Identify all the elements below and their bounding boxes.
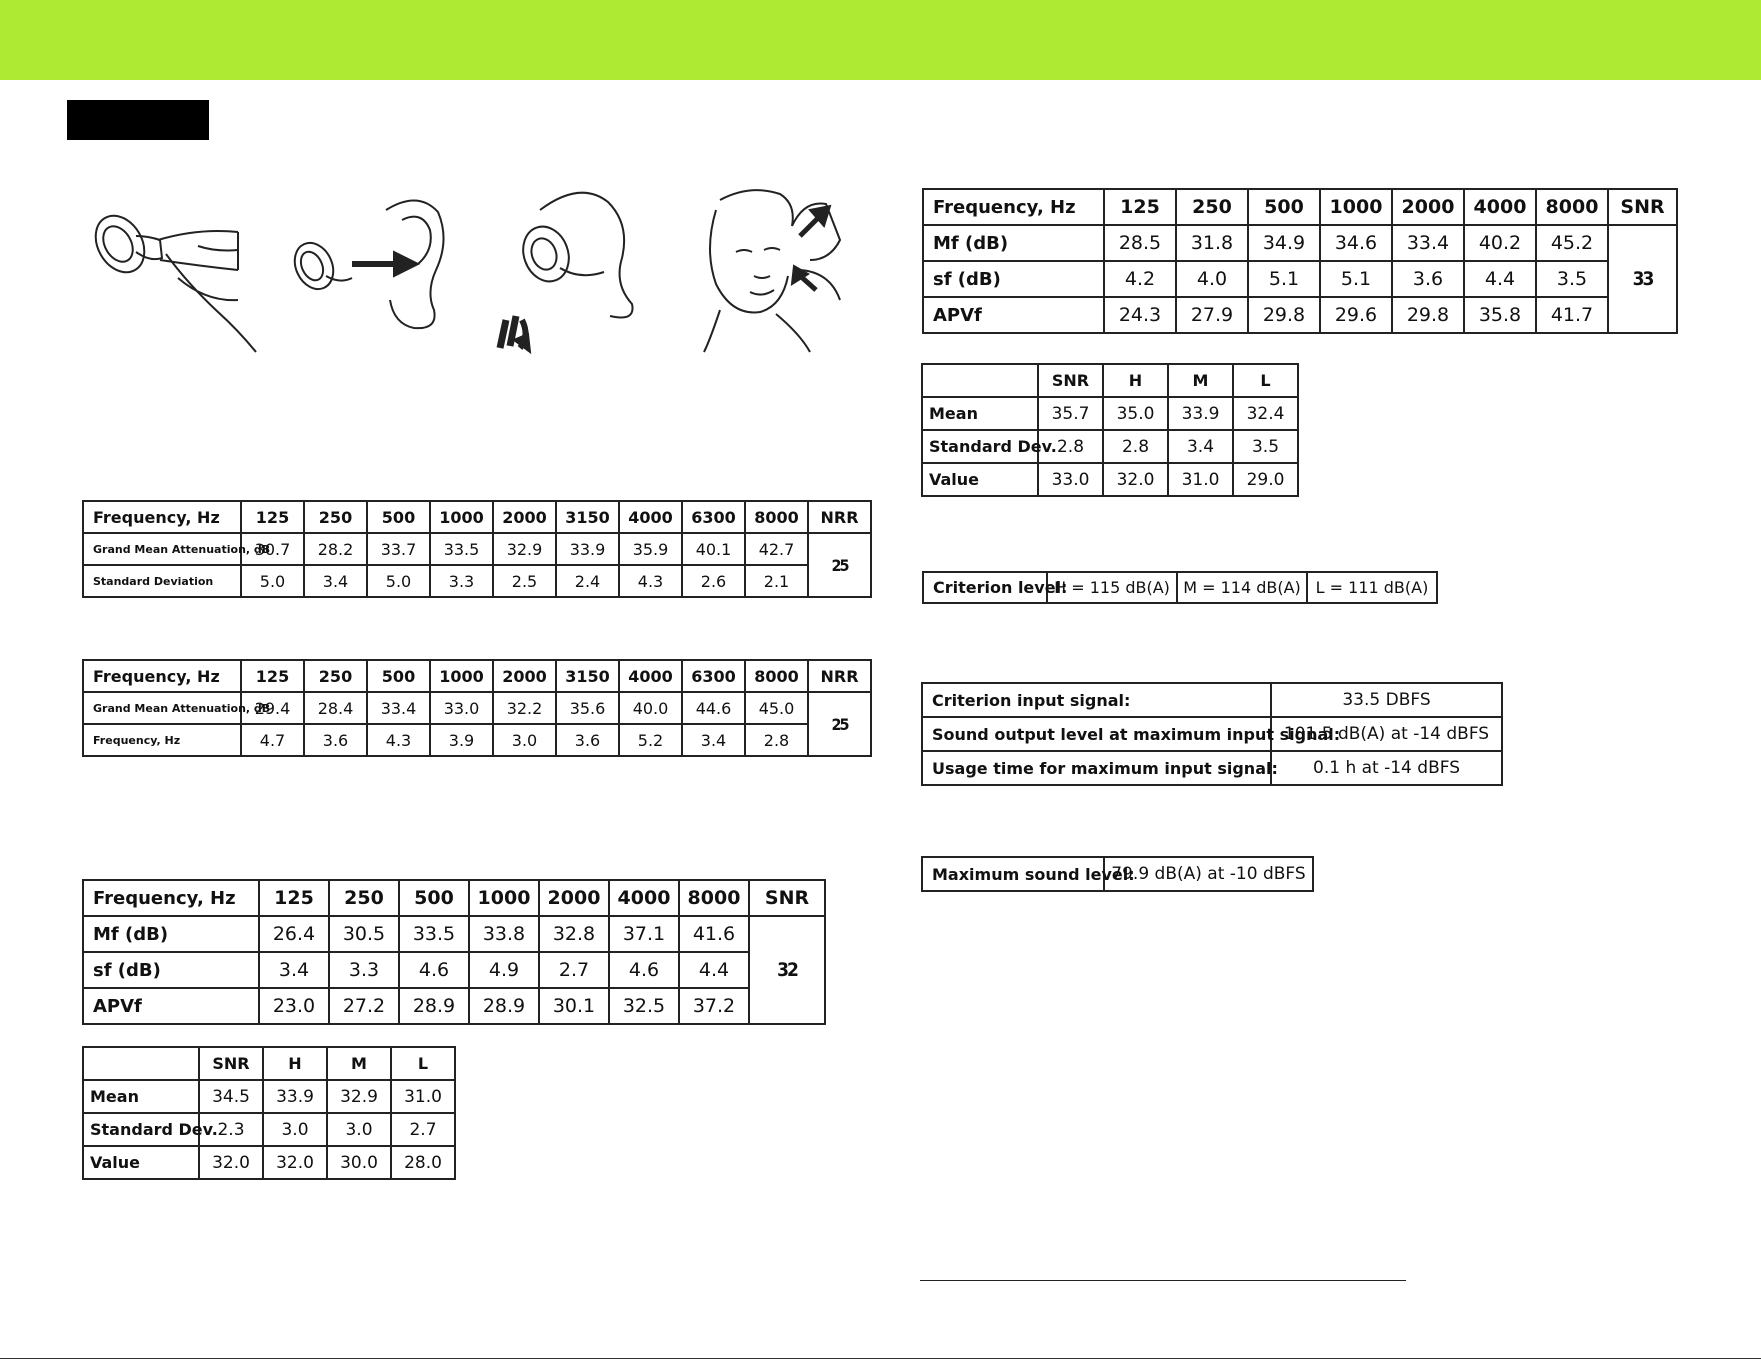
header-cell: 8000 (745, 501, 808, 533)
table-cell: 30.0 (327, 1146, 391, 1179)
table-row (83, 880, 825, 916)
table-cell: 2.4 (556, 565, 619, 597)
face-remove-earbud-icon (680, 180, 850, 355)
header-cell: 125 (241, 501, 304, 533)
header-cell: SNR (749, 880, 825, 916)
table-cell: 35.7 (1038, 397, 1103, 430)
table-cell: 2.5 (493, 565, 556, 597)
row-label: APVf (923, 297, 1104, 333)
table-cell: 30.1 (539, 988, 609, 1024)
row-label: APVf (83, 988, 259, 1024)
table-cell: 37.2 (679, 988, 749, 1024)
row-label: Mean (83, 1080, 199, 1113)
table-cell: 33.9 (263, 1080, 327, 1113)
table-cell: 35.6 (556, 692, 619, 724)
header-cell: Frequency, Hz (923, 189, 1104, 225)
header-cell: L (391, 1047, 455, 1080)
table-cell: 28.9 (469, 988, 539, 1024)
header-cell: H (263, 1047, 327, 1080)
table-cell: 4.0 (1176, 261, 1248, 297)
table-cell: 33.5 (430, 533, 493, 565)
row-label: Criterion input signal: (922, 683, 1271, 717)
table-row (83, 533, 871, 565)
footnote-divider (920, 1280, 1406, 1281)
header-cell: 1000 (1320, 189, 1392, 225)
table-row (922, 397, 1298, 430)
table-cell: 44.6 (682, 692, 745, 724)
table-cell: 2.7 (539, 952, 609, 988)
table-cell: 3.5 (1233, 430, 1298, 463)
fitting-illustrations (80, 180, 850, 360)
section-tab (67, 100, 209, 140)
table-cell: 33.4 (367, 692, 430, 724)
header-cell: 8000 (1536, 189, 1608, 225)
header-cell: SNR (1608, 189, 1677, 225)
table-cell: 3.4 (682, 724, 745, 756)
table-cell: 4.6 (609, 952, 679, 988)
table-cell: 4.9 (469, 952, 539, 988)
criterion-h: H = 115 dB(A) (1047, 572, 1177, 603)
table-cell: 23.0 (259, 988, 329, 1024)
table-row (83, 1047, 455, 1080)
table-cell: 41.7 (1536, 297, 1608, 333)
header-cell: Frequency, Hz (83, 660, 241, 692)
table-cell: 32.4 (1233, 397, 1298, 430)
row-label: Value (83, 1146, 199, 1179)
header-cell: NRR (808, 501, 871, 533)
header-cell: 4000 (619, 660, 682, 692)
header-cell: SNR (1038, 364, 1103, 397)
table-cell: 3.6 (304, 724, 367, 756)
row-label: Value (922, 463, 1038, 496)
table-cell: 0.1 h at -14 dBFS (1271, 751, 1502, 785)
table-cell: 5.1 (1248, 261, 1320, 297)
header-cell: 500 (399, 880, 469, 916)
header-cell: 1000 (430, 501, 493, 533)
table-cell: 3.9 (430, 724, 493, 756)
table-cell: 42.7 (745, 533, 808, 565)
header-cell: 500 (367, 501, 430, 533)
table-cell: 2.8 (1103, 430, 1168, 463)
table-row (922, 857, 1313, 891)
table-cell: 41.6 (679, 916, 749, 952)
max-sound-value: 79.9 dB(A) at -10 dBFS (1104, 857, 1313, 891)
table-row (922, 463, 1298, 496)
header-cell: 8000 (745, 660, 808, 692)
header-bar (0, 0, 1761, 80)
rotate-earbud-icon (480, 180, 650, 355)
header-cell: 125 (241, 660, 304, 692)
header-cell: 125 (1104, 189, 1176, 225)
table-cell: 31.8 (1176, 225, 1248, 261)
table-cell: 28.2 (304, 533, 367, 565)
table-cell: 32.2 (493, 692, 556, 724)
table-cell: 33.9 (1168, 397, 1233, 430)
header-cell: 2000 (493, 660, 556, 692)
snr-rating: 33 (1608, 225, 1677, 333)
table-cell: 24.3 (1104, 297, 1176, 333)
header-cell: 250 (304, 501, 367, 533)
table-row (83, 952, 825, 988)
header-cell: 2000 (1392, 189, 1464, 225)
row-label: sf (dB) (923, 261, 1104, 297)
table-cell: 45.0 (745, 692, 808, 724)
table-cell: 32.9 (493, 533, 556, 565)
table-cell: 31.0 (391, 1080, 455, 1113)
table-cell: 3.4 (304, 565, 367, 597)
table-cell: 33.9 (556, 533, 619, 565)
table-row (922, 430, 1298, 463)
header-cell: L (1233, 364, 1298, 397)
header-cell: H (1103, 364, 1168, 397)
table-row (83, 1113, 455, 1146)
header-cell: 250 (304, 660, 367, 692)
header-cell: 4000 (619, 501, 682, 533)
header-cell: 125 (259, 880, 329, 916)
table-cell: 33.0 (1038, 463, 1103, 496)
table-cell: 30.7 (241, 533, 304, 565)
table-cell: 4.7 (241, 724, 304, 756)
header-cell: 500 (1248, 189, 1320, 225)
table-cell: 30.5 (329, 916, 399, 952)
header-cell (83, 1047, 199, 1080)
row-label: Grand Mean Attenuation, dB (83, 692, 241, 724)
header-cell: 6300 (682, 660, 745, 692)
table-cell: 33.5 (399, 916, 469, 952)
table-cell: 40.2 (1464, 225, 1536, 261)
table-row (923, 297, 1677, 333)
row-label: Standard Dev. (922, 430, 1038, 463)
table-cell: 4.4 (1464, 261, 1536, 297)
max-sound-label: Maximum sound level: (922, 857, 1104, 891)
header-cell (922, 364, 1038, 397)
table-cell: 28.4 (304, 692, 367, 724)
header-cell: 2000 (493, 501, 556, 533)
header-cell: 6300 (682, 501, 745, 533)
table-cell: 101.5 dB(A) at -14 dBFS (1271, 717, 1502, 751)
table-row (923, 189, 1677, 225)
table-cell: 40.0 (619, 692, 682, 724)
table-cell: 27.9 (1176, 297, 1248, 333)
table-cell: 4.3 (619, 565, 682, 597)
table-cell: 33.0 (430, 692, 493, 724)
header-cell: Frequency, Hz (83, 501, 241, 533)
nrr-rating: 25 (808, 533, 871, 597)
header-cell: 500 (367, 660, 430, 692)
table-cell: 3.6 (556, 724, 619, 756)
header-cell: 1000 (469, 880, 539, 916)
table-row (83, 916, 825, 952)
table-cell: 5.1 (1320, 261, 1392, 297)
header-cell: NRR (808, 660, 871, 692)
insert-earbud-icon (290, 180, 450, 355)
table-cell: 32.9 (327, 1080, 391, 1113)
table-cell: 2.7 (391, 1113, 455, 1146)
snr-table-left (82, 879, 826, 1025)
table-row (83, 1146, 455, 1179)
criterion-l: L = 111 dB(A) (1307, 572, 1437, 603)
table-row (83, 660, 871, 692)
hml-table-left (82, 1046, 456, 1180)
table-row (922, 717, 1502, 751)
header-cell: Frequency, Hz (83, 880, 259, 916)
criterion-level-label: Criterion level: (923, 572, 1047, 603)
table-cell: 5.2 (619, 724, 682, 756)
table-cell: 33.7 (367, 533, 430, 565)
header-cell: 8000 (679, 880, 749, 916)
header-cell: 4000 (609, 880, 679, 916)
table-cell: 37.1 (609, 916, 679, 952)
snr-table-right (922, 188, 1678, 334)
row-label: Usage time for maximum input signal: (922, 751, 1271, 785)
row-label: sf (dB) (83, 952, 259, 988)
table-cell: 5.0 (241, 565, 304, 597)
table-cell: 4.4 (679, 952, 749, 988)
table-cell: 3.3 (329, 952, 399, 988)
table-cell: 2.6 (682, 565, 745, 597)
table-row (923, 572, 1437, 603)
header-cell: 250 (329, 880, 399, 916)
table-row (83, 1080, 455, 1113)
table-cell: 29.4 (241, 692, 304, 724)
header-cell: SNR (199, 1047, 263, 1080)
table-cell: 28.5 (1104, 225, 1176, 261)
table-row (922, 751, 1502, 785)
table-cell: 35.9 (619, 533, 682, 565)
row-label: Standard Deviation (83, 565, 241, 597)
table-cell: 3.0 (263, 1113, 327, 1146)
table-cell: 29.8 (1248, 297, 1320, 333)
max-sound-table (921, 856, 1314, 892)
table-cell: 32.0 (263, 1146, 327, 1179)
table-row (922, 364, 1298, 397)
hand-holding-earbud-icon (88, 180, 258, 355)
row-label: Mf (dB) (83, 916, 259, 952)
criterion-m: M = 114 dB(A) (1177, 572, 1307, 603)
table-row (922, 683, 1502, 717)
page-bottom-rule (0, 1358, 1761, 1359)
header-cell: M (1168, 364, 1233, 397)
table-cell: 29.0 (1233, 463, 1298, 496)
table-cell: 29.8 (1392, 297, 1464, 333)
table-cell: 4.2 (1104, 261, 1176, 297)
row-label: Sound output level at maximum input signal: (922, 717, 1271, 751)
table-cell: 2.8 (745, 724, 808, 756)
table-cell: 32.0 (1103, 463, 1168, 496)
table-cell: 4.3 (367, 724, 430, 756)
hml-table-right (921, 363, 1299, 497)
header-cell: 3150 (556, 501, 619, 533)
table-cell: 33.4 (1392, 225, 1464, 261)
row-label: Mf (dB) (923, 225, 1104, 261)
table-cell: 35.0 (1103, 397, 1168, 430)
nrr-table-2 (82, 659, 872, 757)
table-cell: 5.0 (367, 565, 430, 597)
row-label: Grand Mean Attenuation, dB (83, 533, 241, 565)
table-cell: 34.6 (1320, 225, 1392, 261)
nrr-rating: 25 (808, 692, 871, 756)
header-cell: 2000 (539, 880, 609, 916)
row-label: Mean (922, 397, 1038, 430)
table-row (923, 225, 1677, 261)
table-cell: 26.4 (259, 916, 329, 952)
table-row (83, 724, 871, 756)
table-cell: 28.0 (391, 1146, 455, 1179)
table-cell: 2.1 (745, 565, 808, 597)
table-cell: 3.4 (1168, 430, 1233, 463)
snr-rating: 32 (749, 916, 825, 1024)
header-cell: M (327, 1047, 391, 1080)
table-cell: 40.1 (682, 533, 745, 565)
table-cell: 33.8 (469, 916, 539, 952)
table-cell: 4.6 (399, 952, 469, 988)
table-row (83, 692, 871, 724)
table-cell: 3.5 (1536, 261, 1608, 297)
table-cell: 34.9 (1248, 225, 1320, 261)
table-cell: 35.8 (1464, 297, 1536, 333)
header-cell: 250 (1176, 189, 1248, 225)
table-row (923, 261, 1677, 297)
table-cell: 3.3 (430, 565, 493, 597)
nrr-table-1 (82, 500, 872, 598)
table-cell: 31.0 (1168, 463, 1233, 496)
table-cell: 32.8 (539, 916, 609, 952)
signal-table (921, 682, 1503, 786)
table-row (83, 565, 871, 597)
table-cell: 2.3 (199, 1113, 263, 1146)
row-label: Standard Dev. (83, 1113, 199, 1146)
table-cell: 32.5 (609, 988, 679, 1024)
table-cell: 33.5 DBFS (1271, 683, 1502, 717)
header-cell: 4000 (1464, 189, 1536, 225)
table-cell: 29.6 (1320, 297, 1392, 333)
table-cell: 28.9 (399, 988, 469, 1024)
table-cell: 27.2 (329, 988, 399, 1024)
table-row (83, 501, 871, 533)
table-cell: 3.0 (327, 1113, 391, 1146)
table-cell: 45.2 (1536, 225, 1608, 261)
table-cell: 3.6 (1392, 261, 1464, 297)
table-cell: 3.4 (259, 952, 329, 988)
table-cell: 34.5 (199, 1080, 263, 1113)
table-cell: 2.8 (1038, 430, 1103, 463)
table-row (83, 988, 825, 1024)
header-cell: 3150 (556, 660, 619, 692)
row-label: Frequency, Hz (83, 724, 241, 756)
header-cell: 1000 (430, 660, 493, 692)
table-cell: 32.0 (199, 1146, 263, 1179)
table-cell: 3.0 (493, 724, 556, 756)
criterion-level-table (922, 571, 1438, 604)
